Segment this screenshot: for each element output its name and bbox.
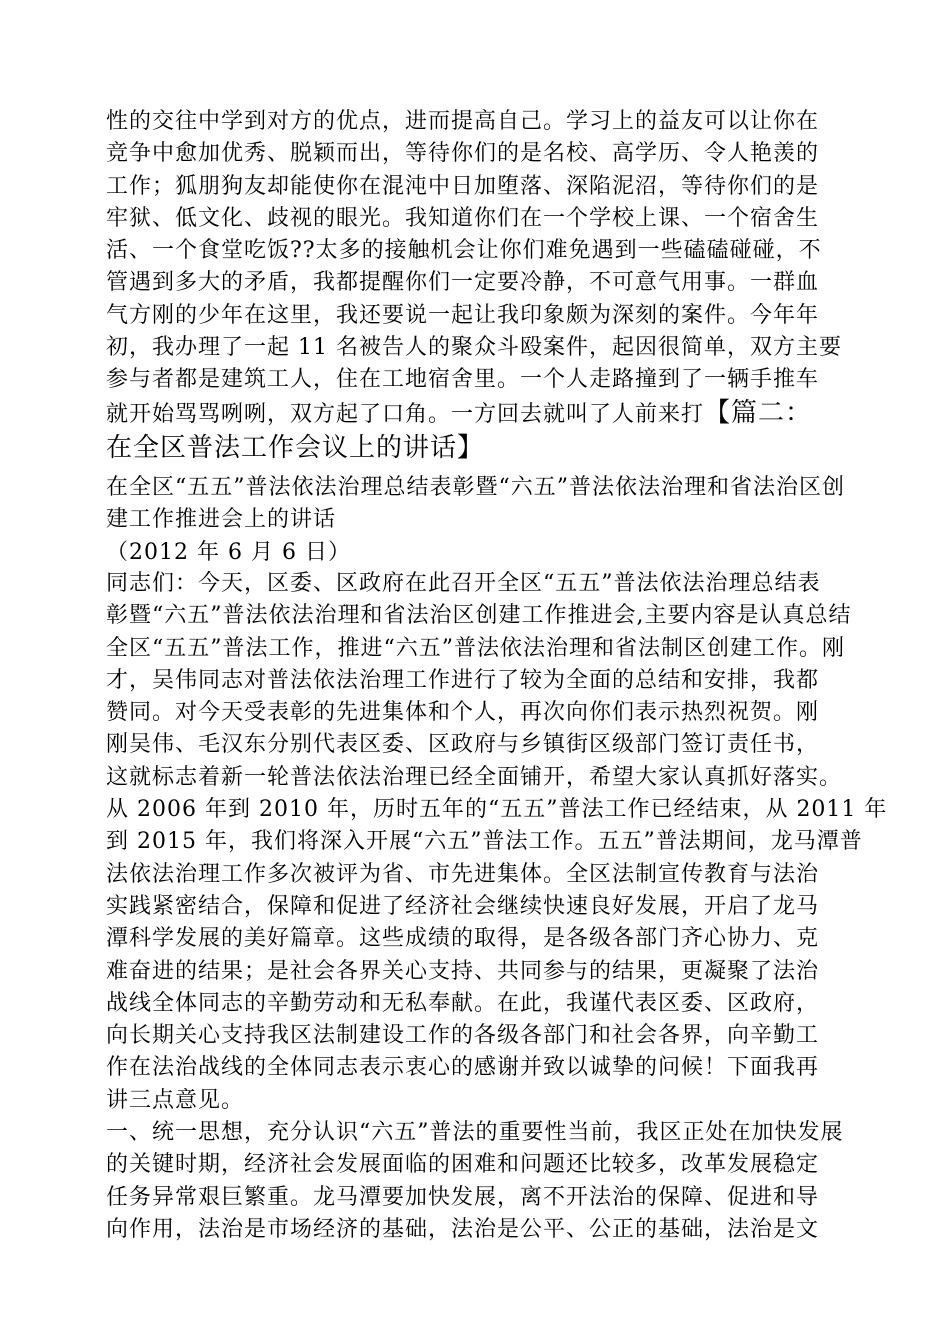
text-line: 实践紧密结合，保障和促进了经济社会继续快速良好发展，开启了龙马 [106, 893, 820, 919]
text-line: 潭科学发展的美好篇章。这些成绩的取得，是各级各部门齐心协力、克 [106, 926, 820, 952]
text-line: 气方刚的少年在这里，我还要说一起让我印象颇为深刻的案件。今年年 [106, 302, 820, 328]
text-line: 活、一个食堂吃饭??太多的接触机会让你们难免遇到一些磕磕碰碰，不 [106, 238, 822, 264]
section-heading: 在全区普法工作会议上的讲话】 [106, 432, 485, 463]
text-line: 向长期关心支持我区法制建设工作的各级各部门和社会各界，向辛勤工 [106, 1023, 820, 1049]
text-line: 彰暨“六五”普法依法治理和省法治区创建工作推进会,主要内容是认真总结 [106, 603, 852, 629]
text-line: 战线全体同志的辛勤劳动和无私奉献。在此，我谨代表区委、区政府， [106, 990, 820, 1016]
text-line: 牢狱、低文化、歧视的眼光。我知道你们在一个学校上课、一个宿舍生 [106, 205, 820, 231]
text-line-tail: 就开始骂骂咧咧，双方起了口角。一方回去就叫了人前来打 [106, 401, 705, 427]
text-line: 到 2015 年，我们将深入开展“六五”普法工作。五五”普法期间，龙马潭普 [106, 829, 863, 855]
text-line: 的关键时期，经济社会发展面临的困难和问题还比较多，改革发展稳定 [106, 1152, 820, 1178]
text-line: 任务异常艰巨繁重。龙马潭要加快发展，离不开法治的保障、促进和导 [106, 1184, 820, 1210]
text-line: 初，我办理了一起 11 名被告人的聚众斗殴案件，起因很简单，双方主要 [106, 335, 842, 361]
text-line: 参与者都是建筑工人，住在工地宿舍里。一个人走路撞到了一辆手推车 [106, 367, 820, 393]
text-line: 难奋进的结果；是社会各界关心支持、共同参与的结果，更凝聚了法治 [106, 958, 820, 984]
text-line: 这就标志着新一轮普法依法治理已经全面铺开，希望大家认真抓好落实。 [106, 764, 843, 790]
text-line: 讲三点意见。 [106, 1087, 245, 1113]
text-line: 法依法治理工作多次被评为省、市先进集体。全区法制宣传教育与法治 [106, 861, 820, 887]
speech-title-block [106, 472, 848, 569]
text-line: 作在法治战线的全体同志表示衷心的感谢并致以诚挚的问候！下面我再 [106, 1055, 820, 1081]
text-line: 工作；狐朋狗友却能使你在混沌中日加堕落、深陷泥沼，等待你们的是 [106, 173, 820, 199]
text-line: 管遇到多大的矛盾，我都提醒你们一定要冷静，不可意气用事。一群血 [106, 270, 820, 296]
text-line: 性的交往中学到对方的优点，进而提高自己。学习上的益友可以让你在 [106, 109, 820, 134]
text-line: 从 2006 年到 2010 年，历时五年的“五五”普法工作已经结束，从 2011 年 [106, 797, 888, 823]
text-line: 赞同。对今天受表彰的先进集体和个人，再次向你们表示热烈祝贺。刚 [106, 700, 820, 726]
text-line: 才，吴伟同志对普法依法治理工作进行了较为全面的总结和安排，我都 [106, 667, 820, 693]
section-1 [106, 106, 848, 467]
text-line-with-heading [106, 397, 848, 429]
speech-date: （2012 年 6 月 6 日） [106, 539, 351, 565]
speech-title-line-2: 建工作推进会上的讲话 [106, 507, 337, 533]
text-line: 一、统一思想，充分认识“六五”普法的重要性当前，我区正处在加快发展 [106, 1120, 844, 1146]
section-heading-start: 【篇二： [704, 397, 813, 428]
text-line: 同志们：今天，区委、区政府在此召开全区“五五”普法依法治理总结表 [106, 571, 821, 596]
text-line: 向作用，法治是市场经济的基础，法治是公平、公正的基础，法治是文 [106, 1216, 820, 1242]
text-line: 刚吴伟、毛汉东分别代表区委、区政府与乡镇街区级部门签订责任书， [106, 732, 820, 758]
speech-body [106, 568, 888, 1246]
text-line: 竞争中愈加优秀、脱颖而出，等待你们的是名校、高学历、令人艳羡的 [106, 141, 820, 167]
speech-title-line-1: 在全区“五五”普法依法治理总结表彰暨“六五”普法依法治理和省法治区创 [106, 475, 845, 500]
text-line: 全区“五五”普法工作，推进“六五”普法依法治理和省法制区创建工作。刚 [106, 635, 845, 661]
